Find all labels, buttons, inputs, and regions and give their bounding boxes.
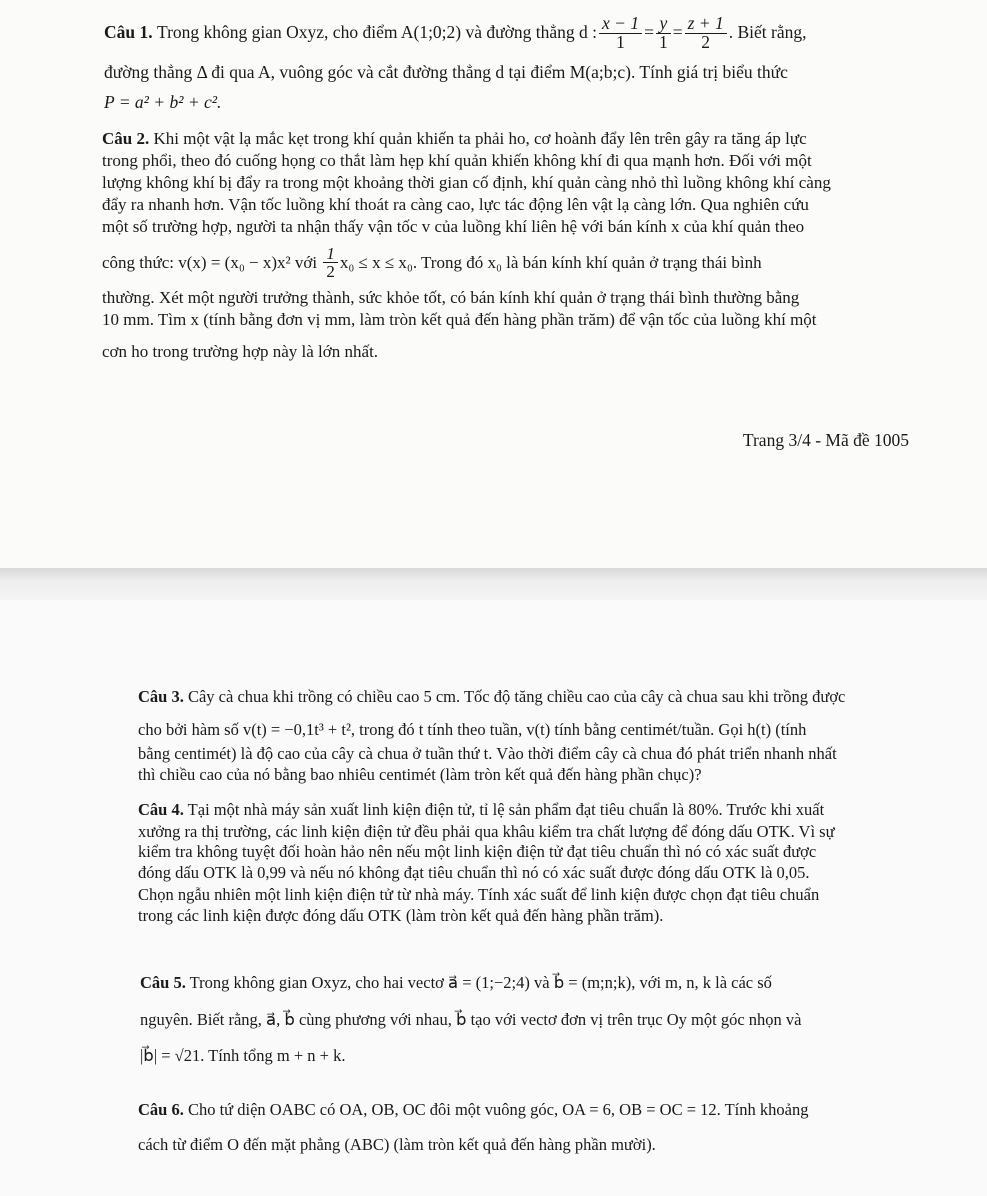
question-4-line-2: xưởng ra thị trường, các linh kiện điện tử đều phải qua khâu kiểm tra chất lượng để đóng dấu OTK. Vì sự bbox=[138, 821, 835, 841]
question-4-label: Câu 4. bbox=[138, 800, 184, 819]
question-2-label: Câu 2. bbox=[102, 129, 150, 148]
fraction-numerator: 1 bbox=[323, 245, 338, 263]
question-1-line-2: đường thẳng Δ đi qua A, vuông góc và cắt đường thẳng d tại điểm M(a;b;c). Tính giá trị biểu thức bbox=[104, 62, 788, 82]
question-4-line-3: kiểm tra không tuyệt đối hoàn hảo nên nếu một linh kiện điện tử đạt tiêu chuẩn thì nó có xác suất được bbox=[138, 842, 817, 861]
question-5-line-2: nguyên. Biết rằng, a⃗, b⃗ cùng phương với nhau, b⃗ tạo với vectơ đơn vị trên trục Oy một góc nhọn và bbox=[140, 1009, 802, 1029]
question-1-label: Câu 1. bbox=[104, 22, 153, 43]
question-6-label: Câu 6. bbox=[138, 1100, 184, 1119]
question-6-line-2: cách từ điểm O đến mặt phẳng (ABC) (làm tròn kết quả đến hàng phần mười). bbox=[138, 1134, 656, 1154]
question-2 bbox=[102, 130, 914, 360]
question-3-line-1: Cây cà chua khi trồng có chiều cao 5 cm. Tốc độ tăng chiều cao của cây cà chua sau khi trồng được bbox=[187, 687, 846, 706]
fraction-x bbox=[599, 15, 642, 51]
question-1-formula: P = a² + b² + c². bbox=[104, 91, 222, 112]
question-5-label: Câu 5. bbox=[140, 973, 186, 992]
question-2-line-1: Khi một vật lạ mắc kẹt trong khí quản khiến ta phải ho, cơ hoành đẩy lên trên gây ra tăng áp lực bbox=[153, 129, 807, 148]
question-5 bbox=[140, 975, 910, 1065]
fraction-denominator: 2 bbox=[701, 31, 711, 52]
fraction-z bbox=[685, 15, 727, 51]
question-3-line-3: bằng centimét) là độ cao của cây cà chua ở tuần thứ t. Vào thời điểm cây cà chua đó phát triển nhanh nhất bbox=[138, 744, 837, 763]
question-4-line-6: trong các linh kiện được đóng dấu OTK (làm tròn kết quả đến hàng phần trăm). bbox=[138, 905, 664, 925]
question-2-line-6a: công thức: v(x) = (x₀ − x)x² với bbox=[102, 252, 318, 272]
question-2-line-2: trong phổi, theo đó cuống họng co thắt làm hẹp khí quản khiến không khí đi qua mạnh hơn. Đối với một bbox=[102, 151, 812, 170]
fraction-y bbox=[656, 15, 671, 51]
question-1-text-b: . Biết rằng, bbox=[728, 22, 807, 43]
question-4 bbox=[138, 802, 908, 924]
question-2-line-8: 10 mm. Tìm x (tính bằng đơn vị mm, làm tròn kết quả đến hàng phần trăm) để vận tốc của luồng khí một bbox=[102, 310, 817, 329]
question-5-line-1: Trong không gian Oxyz, cho hai vectơ a⃗ = (1;−2;4) và b⃗ = (m;n;k), với m, n, k là các số bbox=[189, 973, 772, 992]
question-4-line-4: đóng dấu OTK là 0,99 và nếu nó không đạt tiêu chuẩn thì nó có xác suất được đóng dấu OTK là 0,05. bbox=[138, 862, 810, 882]
question-2-line-3: lượng không khí bị đẩy ra trong một khoảng thời gian cố định, khí quản càng nhỏ thì luồng không khí càng bbox=[102, 173, 831, 192]
fraction-numerator: y bbox=[656, 15, 671, 34]
question-2-line-9: cơn ho trong trường hợp này là lớn nhất. bbox=[102, 342, 379, 361]
question-1: Câu 1. Trong không gian Oxyz, cho điểm A(1;0;2) và đường thẳng d : $\frac{x - 1}{1}$ = $\frac{y}{1}$ = $\frac{z + 1}{2}$ . Biết rằng, đường thẳng Δ đi qua A, vuông góc và cắt đường thẳng d tại điểm M(a;b;c). Tính giá trị biểu thức P = a² + b² + c². bbox=[104, 10, 914, 111]
question-2-line-6b: x₀ ≤ x ≤ x₀. Trong đó x₀ là bán kính khí quản ở trạng thái bình bbox=[339, 252, 762, 272]
question-4-line-1: Tại một nhà máy sản xuất linh kiện điện tử, tỉ lệ sản phẩm đạt tiêu chuẩn là 80%. Trước khi xuất bbox=[187, 800, 825, 819]
question-2-line-7: thường. Xét một người trưởng thành, sức khỏe tốt, có bán kính khí quản ở trạng thái bình thường bằng bbox=[102, 288, 800, 307]
fraction-denominator: 1 bbox=[658, 31, 668, 52]
fraction-numerator: x − 1 bbox=[599, 15, 642, 34]
question-3-label: Câu 3. bbox=[138, 687, 184, 706]
fraction-denominator: 1 bbox=[616, 31, 625, 52]
question-6-line-1: Cho tứ diện OABC có OA, OB, OC đôi một vuông góc, OA = 6, OB = OC = 12. Tính khoảng bbox=[187, 1100, 809, 1119]
fraction-numerator: z + 1 bbox=[685, 15, 727, 34]
fraction-denominator: 2 bbox=[326, 261, 335, 281]
fraction-half bbox=[323, 245, 338, 280]
question-3 bbox=[138, 689, 908, 783]
question-1-text-a: Trong không gian Oxyz, cho điểm A(1;0;2) và đường thẳng d : bbox=[157, 22, 597, 43]
question-2-line-4: đẩy ra nhanh hơn. Vận tốc luồng khí thoát ra càng cao, lực tác động lên vật lạ càng lớn. Qua nghiên cứu bbox=[102, 195, 809, 214]
question-5-line-3: |b⃗| = √21. Tính tổng m + n + k. bbox=[140, 1046, 346, 1065]
page-footer: Trang 3/4 - Mã đề 1005 bbox=[742, 430, 909, 450]
page-gap bbox=[0, 568, 987, 600]
question-6 bbox=[138, 1102, 908, 1153]
question-3-line-2: cho bởi hàm số v(t) = −0,1t³ + t², trong đó t tính theo tuần, v(t) tính bằng centimét/tuần. Gọi h(t) (tính bbox=[138, 719, 807, 739]
question-3-line-4: thì chiều cao của nó bằng bao nhiêu centimét (làm tròn kết quả đến hàng phần chục)? bbox=[138, 764, 702, 784]
question-4-line-5: Chọn ngẫu nhiên một linh kiện điện tử từ nhà máy. Tính xác suất để linh kiện được chọn đạt tiêu chuẩn bbox=[138, 885, 820, 904]
question-2-line-5: một số trường hợp, người ta nhận thấy vận tốc v của luồng khí liên hệ với bán kính x của khí quản theo bbox=[102, 217, 805, 236]
